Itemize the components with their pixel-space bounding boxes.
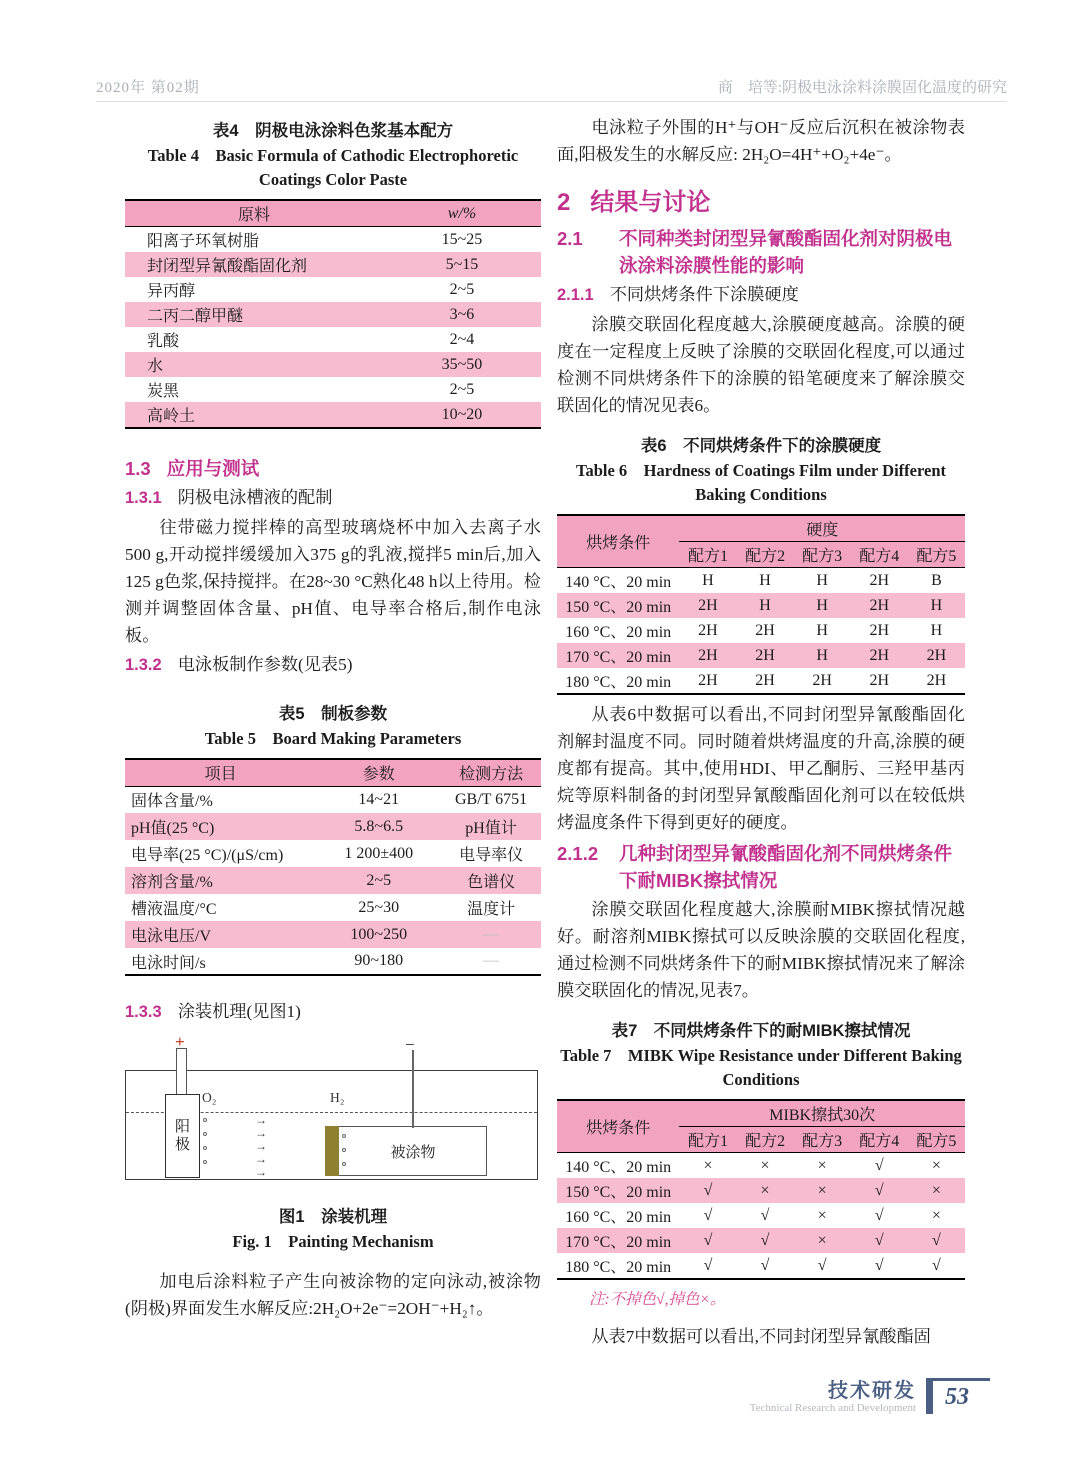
table7-title-en: Table 7 MIBK Wipe Resistance under Different Baking	[560, 1046, 962, 1065]
section-label: 不同种类封闭型异氰酸酯固化剂对阴极电泳涂料涂膜性能的影响	[619, 228, 953, 276]
table4-title-en2: Coatings Color Paste	[258, 170, 408, 189]
table-cell: 温度计	[467, 901, 516, 918]
table-cell: 2H	[679, 593, 736, 618]
minus-terminal: −	[405, 1035, 415, 1054]
table-row	[557, 1178, 965, 1203]
table4-title-cn: 表4 阴极电泳涂料色浆基本配方	[212, 122, 454, 140]
table-cell: 2H	[869, 671, 890, 689]
table-header-row	[125, 200, 541, 227]
table-cell: w/%	[383, 200, 541, 227]
table-cell: 乳酸	[147, 333, 180, 350]
table-cell: H	[794, 643, 851, 668]
table-cell: 2H	[698, 621, 718, 639]
table-cell: ×	[931, 1156, 941, 1174]
table-cell: 硬度	[679, 515, 965, 542]
table-cell: 2H	[737, 643, 794, 668]
table-cell: 2~5	[449, 380, 475, 398]
table-cell: √	[679, 1178, 736, 1203]
section-number: 1.3	[125, 458, 151, 479]
footer-label-en: Technical Research and Development	[749, 1402, 916, 1414]
table-cell: 水	[125, 352, 383, 377]
table-row	[557, 668, 965, 694]
table-cell: √	[874, 1206, 884, 1224]
section-number: 2.1.2	[557, 843, 599, 864]
table-cell: H	[794, 593, 851, 618]
figure1-caption-cn: 图1 涂装机理	[278, 1208, 388, 1226]
figure1-caption-en: Fig. 1 Painting Mechanism	[232, 1232, 434, 1251]
table-row	[125, 402, 541, 428]
table-cell: 2H	[926, 671, 947, 689]
table-cell: 检测方法	[441, 759, 541, 786]
table-cell: 2H	[908, 643, 965, 668]
table-cell: —	[441, 921, 541, 948]
table-cell: 槽液温度/°C	[131, 901, 217, 918]
journal-issue: 2020年 第02期	[96, 80, 200, 96]
table-cell: √	[737, 1228, 794, 1253]
table6-title-cn: 表6 不同烘烤条件下的涂膜硬度	[640, 437, 882, 455]
table7-title-cn: 表7 不同烘烤条件下的耐MIBK擦拭情况	[611, 1022, 911, 1040]
coating-film-strip	[325, 1126, 339, 1176]
table-cell: 炭黑	[147, 383, 180, 400]
table-cell: 180 °C、20 min	[565, 1259, 672, 1276]
table-cell: 配方4	[851, 542, 908, 568]
table-cell: 高岭土	[125, 402, 383, 428]
table-cell: 2H	[869, 621, 890, 639]
table7-note: 注:不掉色√,掉色×。	[589, 1291, 726, 1308]
page-footer	[750, 1378, 990, 1414]
table-cell: 5~15	[383, 252, 541, 277]
section-label: 几种封闭型异氰酸酯固化剂不同烘烤条件下耐MIBK擦拭情况	[619, 843, 953, 891]
migration-arrows	[255, 1114, 267, 1179]
table-cell: ×	[817, 1156, 827, 1174]
table-cell: 电泳电压/V	[125, 921, 316, 948]
table-row	[557, 568, 965, 594]
paragraph: 涂膜交联固化程度越大,涂膜耐MIBK擦拭情况越好。耐溶剂MIBK擦拭可以反映涂膜的交联固化程度,通过检测不同烘烤条件下的耐MIBK擦拭情况来了解涂膜交联固化的情况,见表7。	[557, 900, 965, 1000]
table-cell: ×	[794, 1178, 851, 1203]
hydrogen-label: H₂	[330, 1090, 345, 1105]
table-cell: 170 °C、20 min	[557, 643, 679, 668]
cathode-bubbles	[342, 1134, 346, 1166]
table-cell: √	[874, 1256, 884, 1274]
table-cell: H	[816, 621, 828, 639]
section-2	[557, 182, 965, 217]
table-row	[125, 867, 541, 894]
table-cell: √	[703, 1256, 713, 1274]
table-cell: 15~25	[441, 230, 483, 248]
right-column	[557, 114, 965, 1350]
page-number: 53	[926, 1378, 990, 1414]
arrow-icon: →	[255, 1113, 267, 1127]
paragraph: 电泳粒子外围的H⁺与OH⁻反应后沉积在被涂物表面,阳极发生的水解反应: 2H₂O=4H⁺+O₂+4e⁻。	[557, 118, 965, 164]
table-cell: 阳离子环氧树脂	[147, 233, 260, 250]
table-cell: √	[817, 1256, 827, 1274]
paragraph: 涂膜交联固化程度越大,涂膜硬度越高。涂膜的硬度在一定程度上反映了涂膜的交联固化程度,可以通过检测不同烘烤条件下的涂膜的铅笔硬度来了解涂膜交联固化的情况见表6。	[557, 315, 965, 415]
table-cell: ×	[817, 1206, 827, 1224]
workpiece-box	[325, 1126, 487, 1176]
anode-stem	[176, 1048, 187, 1096]
section-2-1	[557, 225, 965, 279]
running-title: 商 培等:阴极电泳涂料涂膜固化温度的研究	[717, 80, 1007, 96]
table-cell: H	[816, 571, 828, 589]
section-1-3	[125, 455, 541, 482]
table-cell: 配方1	[679, 1127, 736, 1153]
table-cell: 2H	[755, 621, 775, 639]
section-1-3-2	[125, 651, 541, 679]
table-cell: √	[679, 1228, 736, 1253]
table-cell: √	[908, 1228, 965, 1253]
paragraph: 加电后涂料粒子产生向被涂物的定向泳动,被涂物(阴极)界面发生水解反应:2H₂O+2e⁻=2OH⁻+H₂↑。	[125, 1272, 541, 1318]
paragraph: 往带磁力搅拌棒的高型玻璃烧杯中加入去离子水500 g,开动搅拌缓缓加入375 g的乳液,搅拌5 min后,加入125 g色浆,保持搅拌。在28~30 °C熟化48 h以上待用。检测并调整固体含量、pH值、电导率合格后,制作电泳板。	[125, 518, 541, 645]
table-row	[125, 786, 541, 813]
section-label: 应用与测试	[166, 458, 260, 479]
table-cell: √	[760, 1256, 770, 1274]
table-cell: H	[908, 593, 965, 618]
table7	[557, 1099, 965, 1280]
table-cell: √	[760, 1206, 770, 1224]
table-cell: 2H	[851, 593, 908, 618]
table-cell: 140 °C、20 min	[565, 574, 672, 591]
table-cell: ×	[908, 1178, 965, 1203]
table-row	[125, 894, 541, 921]
section-label: 结果与讨论	[590, 189, 711, 216]
table-row	[557, 643, 965, 668]
table-cell: 2~4	[449, 330, 475, 348]
table-cell: 2H	[851, 643, 908, 668]
table5	[125, 758, 541, 976]
table7-title-en2: Conditions	[722, 1070, 800, 1089]
table-cell: pH值(25 °C)	[125, 813, 316, 840]
table-cell: 1 200±400	[344, 844, 414, 862]
table5-title-cn: 表5 制板参数	[278, 705, 388, 723]
figure-1-painting-mechanism	[125, 1032, 541, 1192]
table-cell: H	[737, 593, 794, 618]
table-row	[557, 618, 965, 643]
table-cell: 150 °C、20 min	[557, 1178, 679, 1203]
table-cell: ×	[737, 1178, 794, 1203]
table-row	[557, 1228, 965, 1253]
table-cell: 配方1	[679, 542, 736, 568]
table-row	[125, 227, 541, 253]
arrow-icon: →	[255, 1152, 267, 1166]
table-header-row	[557, 515, 965, 542]
table-cell: 原料	[125, 200, 383, 227]
table-cell: √	[851, 1228, 908, 1253]
table6	[557, 514, 965, 695]
table-row	[557, 1203, 965, 1228]
table-cell: GB/T 6751	[455, 790, 528, 808]
table-cell: 2H	[679, 643, 736, 668]
section-2-1-2	[557, 840, 965, 894]
table-cell: 2~5	[316, 867, 441, 894]
table-row	[125, 277, 541, 302]
table-row	[125, 813, 541, 840]
table-row	[125, 327, 541, 352]
section-number: 2	[557, 189, 571, 216]
table-cell: ×	[760, 1156, 770, 1174]
table-cell: 固体含量/%	[131, 793, 213, 811]
table-cell: 2~5	[449, 280, 475, 298]
table-cell: H	[759, 571, 771, 589]
paragraph: 从表7中数据可以看出,不同封闭型异氰酸酯固	[591, 1327, 931, 1346]
table-cell: pH值计	[441, 813, 541, 840]
table5-title-en: Table 5 Board Making Parameters	[204, 729, 462, 748]
table-cell: B	[931, 571, 942, 589]
table-cell: 异丙醇	[147, 283, 196, 300]
table-cell: ×	[703, 1156, 713, 1174]
table-cell: 5.8~6.5	[316, 813, 441, 840]
table-cell: 烘烤条件	[557, 515, 679, 568]
table-cell: 90~180	[354, 952, 404, 969]
table-header-row	[557, 1100, 965, 1127]
footer-section-name	[750, 1380, 916, 1414]
table-cell: 电泳时间/s	[131, 954, 206, 972]
table6-title-en2: Baking Conditions	[695, 485, 827, 504]
left-column	[125, 118, 541, 1322]
table4	[125, 199, 541, 429]
table-cell: 参数	[316, 759, 441, 786]
table-cell: 色谱仪	[441, 867, 541, 894]
anode-label: 阳极	[174, 1119, 190, 1153]
section-2-1-1	[557, 281, 965, 309]
table-row	[557, 1253, 965, 1279]
table-cell: 烘烤条件	[557, 1100, 679, 1153]
cathode-wire	[412, 1050, 414, 1128]
table-cell: 项目	[125, 759, 316, 786]
table-cell: √	[874, 1156, 884, 1174]
section-1-3-1	[125, 484, 541, 512]
section-label: 不同烘烤条件下涂膜硬度	[609, 285, 799, 304]
table-cell: 14~21	[358, 790, 400, 808]
table-cell: √	[932, 1256, 941, 1274]
table-cell: 配方3	[794, 1127, 851, 1153]
section-label: 电泳板制作参数(见表5)	[177, 655, 353, 674]
table-cell: 150 °C、20 min	[557, 593, 679, 618]
plus-terminal: +	[175, 1032, 185, 1051]
table-cell: 3~6	[383, 302, 541, 327]
table-cell: 100~250	[316, 921, 441, 948]
arrow-icon: →	[255, 1165, 267, 1179]
anode-electrode	[165, 1094, 200, 1178]
table-row	[125, 840, 541, 867]
table-cell: 电导率(25 °C)/(μS/cm)	[131, 847, 284, 864]
table-cell: 2H	[698, 671, 718, 689]
table-cell: —	[483, 952, 500, 969]
table-cell: 配方3	[794, 542, 851, 568]
table-row	[125, 377, 541, 402]
table-header-row	[125, 759, 541, 786]
table-cell: 180 °C、20 min	[565, 674, 672, 691]
section-1-3-3	[125, 998, 541, 1026]
section-label: 阴极电泳槽液的配制	[177, 488, 333, 507]
table-row	[125, 352, 541, 377]
table-cell: 2H	[869, 571, 890, 589]
table-row	[557, 1153, 965, 1179]
arrow-icon: →	[255, 1126, 267, 1140]
section-number: 1.3.3	[125, 1003, 162, 1021]
table-cell: 170 °C、20 min	[557, 1228, 679, 1253]
table-cell: 封闭型异氰酸酯固化剂	[125, 252, 383, 277]
table-cell: 配方4	[851, 1127, 908, 1153]
table-cell: 35~50	[383, 352, 541, 377]
section-number: 1.3.2	[125, 656, 162, 674]
workpiece-label: 被涂物	[390, 1144, 436, 1161]
section-number: 2.1.1	[557, 286, 594, 304]
anode-bubbles	[203, 1118, 207, 1164]
paragraph: 从表6中数据可以看出,不同封闭型异氰酸酯固化剂解封温度不同。同时随着烘烤温度的升高,涂膜的硬度都有提高。其中,使用HDI、甲乙酮肟、三羟甲基丙烷等原料制备的封闭型异氰酸酯固化剂可以在较低烘烤温度条件下得到更好的硬度。	[557, 705, 965, 832]
table-row	[125, 302, 541, 327]
table-cell: 配方5	[908, 1127, 965, 1153]
table-cell: 140 °C、20 min	[565, 1159, 672, 1176]
section-number: 2.1	[557, 228, 583, 249]
table-row	[125, 948, 541, 975]
table-cell: 电导率仪	[459, 847, 524, 864]
table-cell: √	[851, 1178, 908, 1203]
table-cell: 160 °C、20 min	[565, 1209, 672, 1226]
table-cell: 160 °C、20 min	[565, 624, 672, 641]
table-cell: ×	[794, 1228, 851, 1253]
table-cell: 2H	[755, 671, 775, 689]
table6-title-en: Table 6 Hardness of Coatings Film under Different	[575, 461, 947, 480]
section-label: 涂装机理(见图1)	[177, 1002, 301, 1021]
table-cell: ×	[931, 1206, 941, 1224]
table-cell: 10~20	[383, 402, 541, 428]
table4-title-en: Table 4 Basic Formula of Cathodic Electrophoretic	[147, 146, 519, 165]
table-cell: 配方2	[737, 542, 794, 568]
table-cell: MIBK擦拭30次	[679, 1100, 965, 1127]
table-cell: 2H	[812, 671, 832, 689]
footer-label-cn: 技术研发	[828, 1380, 916, 1402]
table-cell: 配方5	[908, 542, 965, 568]
oxygen-label: O₂	[202, 1090, 217, 1105]
header-divider	[96, 101, 1007, 102]
table-cell: 溶剂含量/%	[125, 867, 316, 894]
table-cell: 配方2	[737, 1127, 794, 1153]
arrow-icon: →	[255, 1139, 267, 1153]
table-cell: H	[702, 571, 714, 589]
table-row	[557, 593, 965, 618]
table-cell: H	[930, 621, 943, 639]
table-cell: 25~30	[358, 898, 400, 916]
table-row	[125, 921, 541, 948]
section-number: 1.3.1	[125, 489, 162, 507]
table-cell: √	[703, 1206, 713, 1224]
table-row	[125, 252, 541, 277]
table-cell: 二丙二醇甲醚	[125, 302, 383, 327]
